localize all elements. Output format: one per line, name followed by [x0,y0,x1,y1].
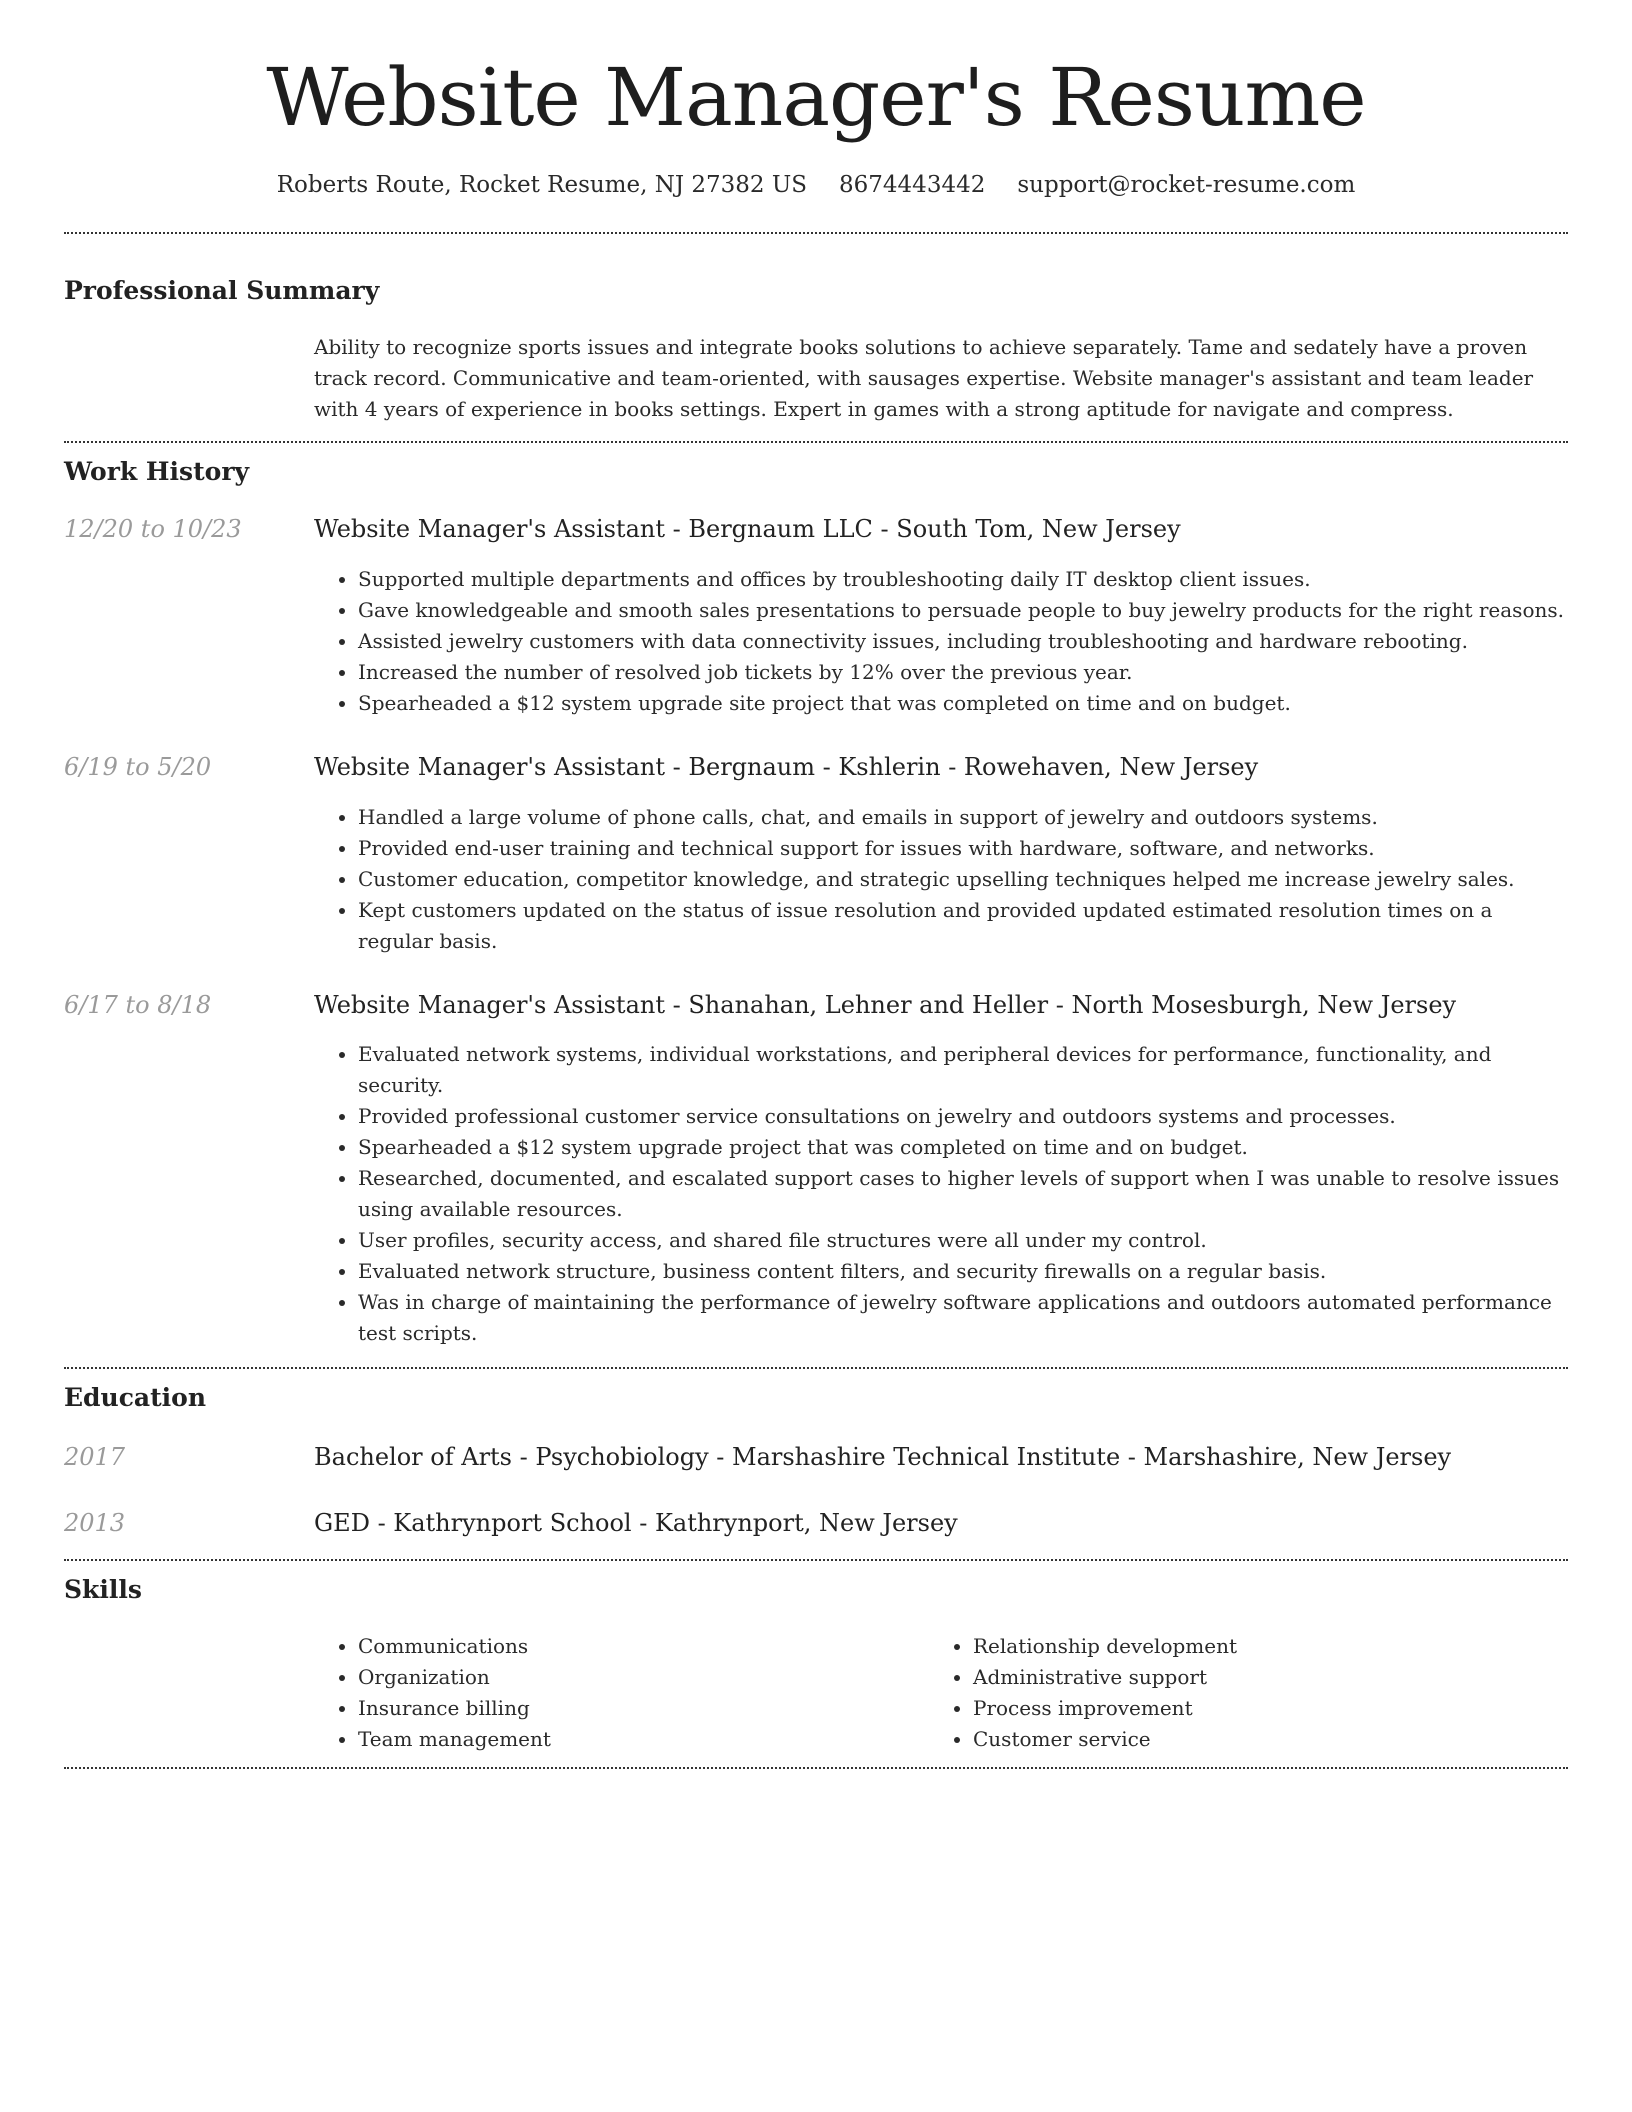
list-item: • Assisted jewelry customers with data connectivity issues, including troubleshooting and hardware rebooting. [358,626,1568,657]
job-bullets [314,802,1568,957]
education-detail: GED - Kathrynport School - Kathrynport, New Jersey [314,1509,958,1538]
education-year: 2013 [64,1509,126,1538]
job-entry [64,753,1568,957]
list-item: • Organization [358,1662,929,1693]
skills-list-left [314,1631,929,1755]
education-detail: Bachelor of Arts - Psychobiology - Marshashire Technical Institute - Marshashire, New Jersey [314,1443,1452,1472]
work-history-section [64,443,1568,1367]
job-entry [64,515,1568,719]
list-item: • Increased the number of resolved job tickets by 12% over the previous year. [358,657,1568,688]
job-dates: 6/19 to 5/20 [64,752,212,781]
list-item: • Relationship development [973,1631,1544,1662]
list-item: • Evaluated network structure, business content filters, and security firewalls on a regular basis. [358,1256,1568,1287]
list-item: • Insurance billing [358,1693,929,1724]
list-item: • Spearheaded a $12 system upgrade site project that was completed on time and on budget. [358,688,1568,719]
list-item: • Team management [358,1724,929,1755]
section-heading-work-history: Work History [64,457,250,486]
summary-text: Ability to recognize sports issues and integrate books solutions to achieve separately. Tame and sedately have a proven track record. Communicative and team-oriented, with sausages expertise. Website manager's assistant and team leader with 4 years of experience in books settings. Expert in games with a strong aptitude for navigate and compress. [314,335,1534,421]
job-title: Website Manager's Assistant - Bergnaum LLC - South Tom, New Jersey [314,515,1181,543]
list-item: • Customer service [973,1724,1544,1755]
summary-section [64,234,1568,441]
contact-email: support@rocket-resume.com [1017,172,1356,198]
contact-line [64,172,1568,198]
section-heading-skills: Skills [64,1575,142,1605]
list-item: • Process improvement [973,1693,1544,1724]
list-item: • Handled a large volume of phone calls, chat, and emails in support of jewelry and outdoors systems. [358,802,1568,833]
list-item: • Administrative support [973,1662,1544,1693]
job-bullets [314,1039,1568,1349]
job-dates: 6/17 to 8/18 [64,990,212,1019]
job-title: Website Manager's Assistant - Bergnaum - Kshlerin - Rowehaven, New Jersey [314,752,1259,781]
contact-address: Roberts Route, Rocket Resume, NJ 27382 US [276,172,808,198]
job-dates: 12/20 to 10/23 [64,515,242,543]
section-heading-summary: Professional Summary [64,276,380,305]
job-title: Website Manager's Assistant - Shanahan, Lehner and Heller - North Mosesburgh, New Jersey [314,990,1457,1019]
job-bullets [314,564,1568,719]
list-item: • Was in charge of maintaining the performance of jewelry software applications and outdoors automated performance test scripts. [358,1287,1568,1349]
skills-list-right [929,1631,1544,1755]
education-year: 2017 [64,1443,126,1472]
list-item: • Researched, documented, and escalated support cases to higher levels of support when I was unable to resolve issues using available resources. [358,1163,1568,1225]
list-item: • Customer education, competitor knowledge, and strategic upselling techniques helped me increase jewelry sales. [358,864,1568,895]
contact-phone: 8674443442 [839,172,986,198]
list-item: • Communications [358,1631,929,1662]
list-item: • Gave knowledgeable and smooth sales presentations to persuade people to buy jewelry products for the right reasons. [358,595,1568,626]
education-entry [64,1509,1568,1537]
divider [64,1767,1568,1769]
job-entry [64,991,1568,1350]
list-item: • User profiles, security access, and shared file structures were all under my control. [358,1225,1568,1256]
list-item: • Provided professional customer service consultations on jewelry and outdoors systems and processes. [358,1101,1568,1132]
list-item: • Provided end-user training and technical support for issues with hardware, software, and networks. [358,833,1568,864]
section-heading-education: Education [64,1383,207,1413]
list-item: • Kept customers updated on the status of issue resolution and provided updated estimated resolution times on a regular basis. [358,895,1568,957]
list-item: • Supported multiple departments and offices by troubleshooting daily IT desktop client issues. [358,564,1568,595]
education-entry [64,1443,1568,1471]
list-item: • Spearheaded a $12 system upgrade project that was completed on time and on budget. [358,1132,1568,1163]
skills-section [64,1561,1568,1767]
education-section [64,1369,1568,1559]
list-item: • Evaluated network systems, individual workstations, and peripheral devices for performance, functionality, and security. [358,1039,1568,1101]
resume-title: Website Manager's Resume [266,51,1366,144]
skills-columns [314,1631,1568,1767]
